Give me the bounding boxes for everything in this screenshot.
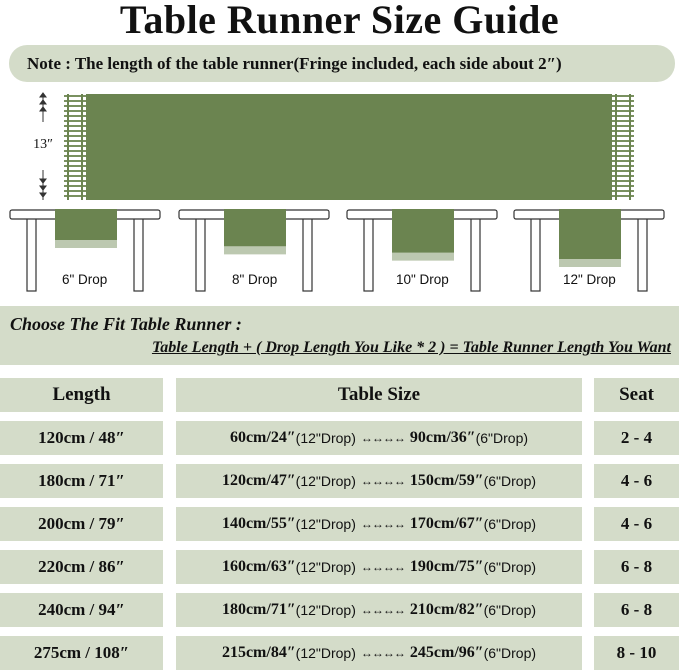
drop-label-10: 10" Drop [396,272,449,287]
drop-illustrations [0,205,679,295]
row-table-size [176,507,582,541]
drop-note: (6"Drop) [475,430,529,446]
header-table-size: Table Size [176,378,582,412]
row-table-size [176,550,582,584]
row-seat: 4 - 6 [594,507,679,541]
hanging-runner [559,209,621,259]
drop-note: (12"Drop) [295,430,356,446]
length-formula: Table Length + ( Drop Length You Like * 2 ) = Table Runner Length You Want [151,339,671,356]
runner-body [86,94,612,200]
range-arrow: ↔↔↔↔ [360,560,405,574]
range-arrow: ↔↔↔↔ [360,431,405,445]
row-length: 120cm / 48″ [0,421,163,455]
hanging-runner [55,209,117,240]
row-table-size [176,464,582,498]
row-seat: 6 - 8 [594,593,679,627]
row-length: 200cm / 79″ [0,507,163,541]
row-seat: 2 - 4 [594,421,679,455]
size-value: 120cm/47″ [221,472,296,489]
size-value: 170cm/67″ [409,515,484,532]
size-value: 190cm/75″ [409,558,484,575]
fringe-note: Note : The length of the table runner(Fringe included, each side about 2″) [9,45,675,82]
range-arrow: ↔↔↔↔ [360,646,405,660]
table-leg [364,218,373,291]
drop-note: (6"Drop) [483,559,537,575]
choose-panel [0,306,679,365]
table-runner-illustration [64,92,634,202]
drop-note: (6"Drop) [483,602,537,618]
drop-note: (12"Drop) [295,473,356,489]
range-arrow: ↔↔↔↔ [360,517,405,531]
size-value: 150cm/59″ [409,472,484,489]
drop-note: (12"Drop) [295,645,356,661]
hanging-runner [392,209,454,253]
drop-label-8: 8" Drop [232,272,278,287]
drop-note: (12"Drop) [295,602,356,618]
runner-width-dimension [28,92,58,202]
table-leg [134,218,143,291]
range-arrow: ↔↔↔↔ [360,603,405,617]
table-leg [638,218,647,291]
row-length: 180cm / 71″ [0,464,163,498]
table-leg [471,218,480,291]
choose-title: Choose The Fit Table Runner : [10,314,242,334]
row-seat: 4 - 6 [594,464,679,498]
size-value: 215cm/84″ [221,644,296,661]
drop-note: (6"Drop) [483,516,537,532]
size-value: 160cm/63″ [221,558,296,575]
row-length: 240cm / 94″ [0,593,163,627]
hanging-runner [224,209,286,246]
drop-note: (12"Drop) [295,516,356,532]
size-value: 140cm/55″ [221,515,296,532]
row-length: 220cm / 86″ [0,550,163,584]
table-leg [27,218,36,291]
drop-note: (6"Drop) [483,645,537,661]
row-seat: 8 - 10 [594,636,679,670]
row-table-size [176,636,582,670]
range-arrow: ↔↔↔↔ [360,474,405,488]
header-seat: Seat [594,378,679,412]
row-table-size [176,421,582,455]
size-value: 180cm/71″ [221,601,296,618]
drop-label-6: 6" Drop [62,272,108,287]
size-value: 245cm/96″ [409,644,484,661]
header-length: Length [0,378,163,412]
runner-width-label: 13″ [33,137,53,152]
drop-label-12: 12" Drop [563,272,616,287]
drop-note: (6"Drop) [483,473,537,489]
size-value: 210cm/82″ [409,601,484,618]
size-value: 60cm/24″ [229,429,296,446]
table-leg [196,218,205,291]
table-leg [531,218,540,291]
page-title: Table Runner Size Guide [119,0,560,42]
row-length: 275cm / 108″ [0,636,163,670]
size-value: 90cm/36″ [409,429,476,446]
row-seat: 6 - 8 [594,550,679,584]
row-table-size [176,593,582,627]
runner-graphic [64,92,634,202]
drop-note: (12"Drop) [295,559,356,575]
table-leg [303,218,312,291]
